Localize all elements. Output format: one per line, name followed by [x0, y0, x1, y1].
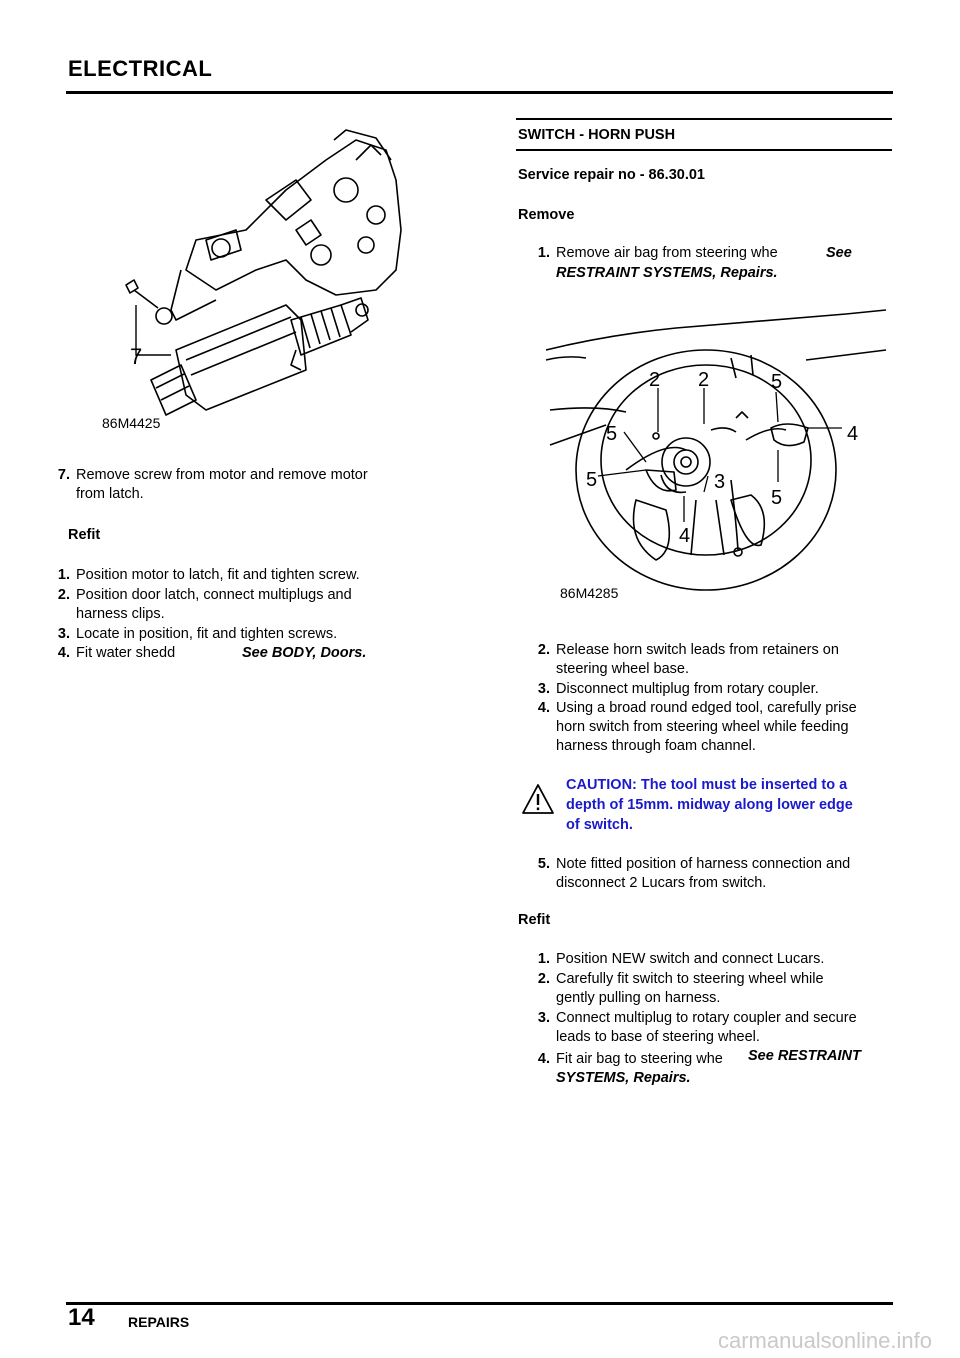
step-text-line2: from latch. [76, 486, 144, 502]
service-repair-number: Service repair no - 86.30.01 [518, 167, 705, 183]
step-number: 4. [537, 700, 550, 716]
step-text-line1: Carefully fit switch to steering wheel while [556, 971, 824, 987]
step-text-line1: Position motor to latch, fit and tighten screw. [76, 567, 360, 583]
step-text-line1: Position NEW switch and connect Lucars. [556, 951, 825, 967]
step-number: 7. [57, 467, 70, 483]
step-text-line1: Release horn switch leads from retainers on [556, 642, 839, 658]
step-text-line2: harness clips. [76, 606, 165, 622]
step-text-line2: horn switch from steering wheel while feeding [556, 719, 849, 735]
page-header-title: ELECTRICAL [68, 56, 213, 81]
figure-steering-wheel [546, 300, 892, 610]
step-number: 2. [57, 587, 70, 603]
header-rule [66, 91, 893, 94]
left-refit-heading: Refit [68, 527, 101, 543]
callout-2-left: 2 [649, 369, 661, 391]
section-top-rule [516, 118, 892, 120]
caution-line-1: CAUTION: The tool must be inserted to a [566, 777, 848, 793]
step-number: 1. [57, 567, 70, 583]
section-bottom-rule [516, 149, 892, 151]
latch-figure-label: 86M4425 [102, 415, 161, 431]
step-text-line1: Remove screw from motor and remove motor [76, 467, 368, 483]
page-number: 14 [68, 1304, 95, 1331]
step-text-line1: Remove air bag from steering whe [556, 245, 778, 261]
step-number: 1. [537, 951, 550, 967]
callout-4-bottom: 4 [679, 525, 691, 547]
step-text-line2: disconnect 2 Lucars from switch. [556, 875, 767, 891]
cross-reference-link-cont[interactable]: SYSTEMS, Repairs. [556, 1070, 691, 1086]
cross-reference-link-cont[interactable]: RESTRAINT SYSTEMS, Repairs. [556, 265, 778, 281]
callout-5-left: 5 [586, 469, 598, 491]
step-text-line1: Fit air bag to steering whe [556, 1051, 723, 1067]
callout-2-right: 2 [698, 369, 710, 391]
warning-triangle-icon [520, 782, 556, 816]
section-title: SWITCH - HORN PUSH [518, 127, 676, 143]
step-text-line3: harness through foam channel. [556, 738, 756, 754]
footer-section-label: REPAIRS [128, 1314, 190, 1330]
step-text-line1: Note fitted position of harness connection and [556, 856, 851, 872]
step-number: 3. [537, 1010, 550, 1026]
left-refit-step-3 [40, 625, 460, 642]
steering-figure-label: 86M4285 [560, 585, 619, 601]
step-text-line1: Connect multiplug to rotary coupler and secure [556, 1010, 857, 1026]
step-number: 3. [537, 681, 550, 697]
figure-latch-motor [96, 120, 416, 440]
right-refit-heading: Refit [518, 912, 551, 928]
callout-4-right: 4 [847, 423, 859, 445]
caution-line-3: of switch. [566, 817, 633, 833]
step-number: 4. [57, 645, 70, 661]
step-number: 2. [537, 642, 550, 658]
step-text-line1: Using a broad round edged tool, carefully prise [556, 700, 857, 716]
step-text-line2: gently pulling on harness. [556, 990, 721, 1006]
step-number: 4. [537, 1051, 550, 1067]
callout-5-top-right: 5 [771, 371, 783, 393]
step-text-line1: Disconnect multiplug from rotary coupler. [556, 681, 819, 697]
step-text-line1: Fit water shedd [76, 645, 176, 661]
remove-heading: Remove [518, 207, 575, 223]
step-text-line1: Locate in position, fit and tighten screws. [76, 626, 338, 642]
step-text-line1: Position door latch, connect multiplugs and [76, 587, 352, 603]
cross-reference-link[interactable]: See BODY, Doors. [242, 645, 367, 661]
caution-line-2: depth of 15mm. midway along lower edge [566, 797, 853, 813]
step-text-line2: steering wheel base. [556, 661, 689, 677]
watermark-text: carmanualsonline.info [717, 1328, 932, 1353]
step-number: 1. [537, 245, 550, 261]
step-text-line2: leads to base of steering wheel. [556, 1029, 760, 1045]
cross-reference-link[interactable]: See RESTRAINT [748, 1048, 861, 1064]
cross-reference-link[interactable]: See [826, 245, 852, 261]
footer-rule [66, 1302, 893, 1305]
step-number: 5. [537, 856, 550, 872]
callout-3: 3 [714, 471, 726, 493]
callout-5-mid-left: 5 [606, 423, 618, 445]
step-number: 3. [57, 626, 70, 642]
callout-5-bottom-right: 5 [771, 487, 783, 509]
latch-callout-7: 7 [130, 344, 143, 369]
step-number: 2. [537, 971, 550, 987]
